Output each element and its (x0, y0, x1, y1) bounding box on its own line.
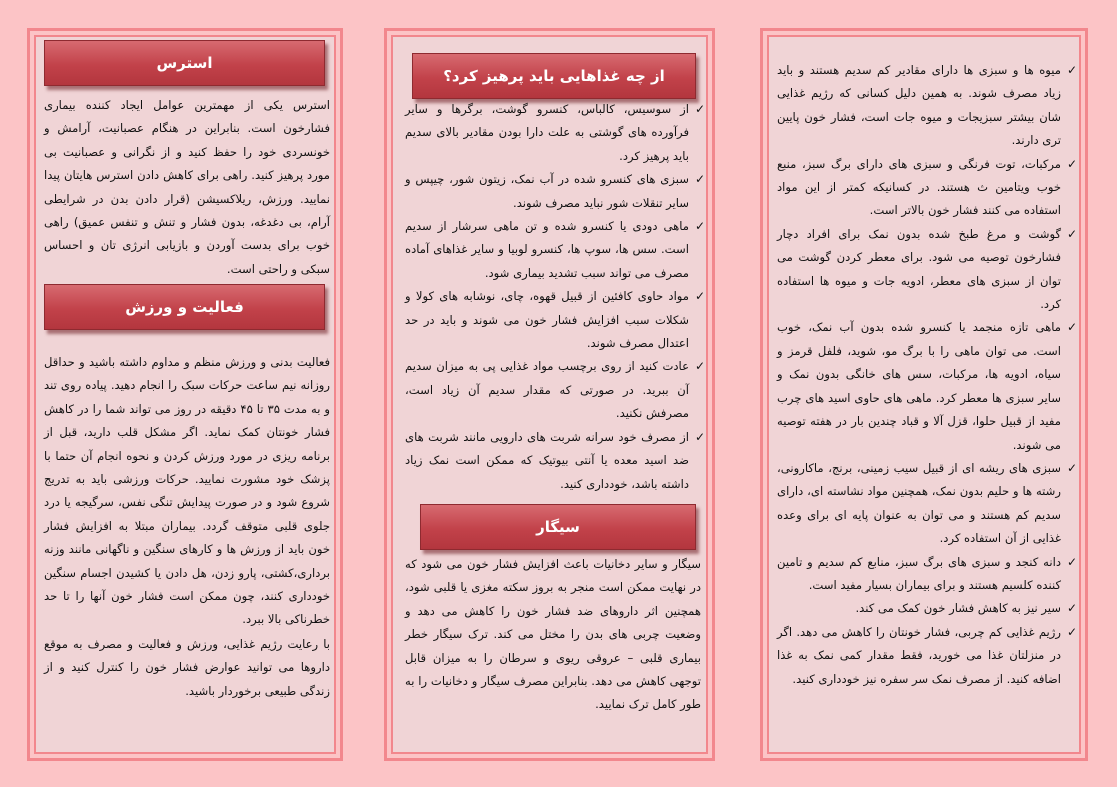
exercise-text: فعالیت بدنی و ورزش منظم و مداوم داشته باشید و حداقل روزانه نیم ساعت حرکات سبک را انجام دهید. پیاده روی تند و به مدت ۳۵ تا ۴۵ دقیقه در روز می تواند شما را در کاهش فشار خونتان کمک نماید. اگر مشکل قلب دارید، قبل از برنامه ریزی در مورد ورزش کردن و نحوه انجام آن حتما با پزشک خود مشورت نمایید. حرکات ورزشی باید به تدریج شروع شود و در صورت پیدایش تنگی نفس، سرگیجه یا درد جلوی قلبی متوقف گردد. بیماران مبتلا به افزایش فشار خون باید از ورزش ها و کارهای سنگین و ناگهانی مانند وزنه برداری،کشتی، پارو زدن، هل دادن یا کشیدن اجسام سنگین خودداری کنند، چون ممکن است فشار خون آنها را تا حد خطرناکی بالا ببرد. (44, 355, 330, 627)
check-icon: ✓ (1066, 320, 1077, 335)
stress-text: استرس یکی از مهمترین عوامل ایجاد کننده بیماری فشارخون است. بنابراین در هنگام عصبانیت، آرامش و خونسردی خود را حفظ کنید و از نگرانی و عصبانیت بی مورد پرهیز کنید. راهی برای کاهش دادن استرس هایتان پیدا نمایید. ورزش، ریلاکسیشن (قرار دادن بدن در شرایطی آرام، بی دغدغه، بدون فشار و تنش و تنفس عمیق) راهی خوب برای بدست آوردن و بازیابی انرژی تان و احساس سبکی و راحتی است. (44, 98, 330, 276)
exercise-title: فعالیت و ورزش (125, 298, 244, 316)
list-item (405, 355, 705, 425)
check-icon: ✓ (1066, 226, 1077, 241)
exercise-conclusion: با رعایت رژیم غذایی، ورزش و فعالیت و مصرف به موقع داروها می توانید عوارض فشار خون را کنترل کنید و از زندگی طبیعی برخوردار باشید. (44, 637, 330, 698)
list-item-text: مواد حاوی کافئین از قبیل قهوه، چای، نوشابه های کولا و شکلات سبب افزایش فشار خون می شوند و باید در حد اعتدال مصرف شوند. (405, 289, 689, 351)
list-item (405, 215, 705, 285)
stress-header (44, 40, 325, 86)
list-item-text: از سوسیس، کالباس، کنسرو گوشت، برگرها و سایر فرآورده های گوشتی به علت دارا بودن مقادیر بالای سدیم باید پرهیز کرد. (405, 102, 689, 163)
check-icon: ✓ (694, 172, 705, 187)
recommended-foods-list (777, 59, 1077, 691)
smoking-text: سیگار و سایر دخانیات باعث افزایش فشار خون می شود که در نهایت ممکن است منجر به بروز سکته مغزی یا قلبی شود، همچنین اثر داروهای ضد فشار خون را کاهش می دهد و وضعیت چربی های بدن را مختل می کند. ترک سیگار خطر بیماری قلبی – عروقی ریوی و سرطان را به میزان قابل توجهی کاهش می دهد. بنابراین مصرف سیگار و دخانیات را به طور کامل ترک نمایید. (405, 557, 701, 712)
list-item (405, 168, 705, 215)
list-item-text: سبزی های ریشه ای از قبیل سیب زمینی، برنج، ماکارونی، رشته ها و حلیم بدون نمک، همچنین مواد نشاسته ای، دارای سدیم کم هستند و می توان به عنوان پایه ای برای وعده غذایی از آن استفاده کرد. (777, 460, 1061, 546)
list-item (777, 551, 1077, 598)
check-icon: ✓ (694, 429, 705, 444)
stress-title: استرس (156, 54, 213, 72)
list-item-text: عادت کنید از روی برچسب مواد غذایی پی به میزان سدیم آن ببرید. در صورتی که مقدار سدیم آن زیاد است، مصرفش نکنید. (405, 359, 689, 421)
avoid-foods-header (412, 53, 696, 99)
check-icon: ✓ (1066, 156, 1077, 171)
list-item (777, 59, 1077, 153)
list-item (777, 223, 1077, 317)
list-item-text: مرکبات، توت فرنگی و سبزی های دارای برگ سبز، منبع خوب ویتامین ث هستند. در کسانیکه کمتر از این مواد استفاده می کنند فشار خون بالاتر است. (777, 156, 1061, 218)
list-item (777, 621, 1077, 691)
list-item-text: رژیم غذایی کم چربی، فشار خونتان را کاهش می دهد. اگر در منزلتان غذا می خورید، فقط مقدار کمی نمک به غذا اضافه کنید. از مصرف نمک سر سفره نیز خودداری کنید. (777, 624, 1061, 686)
avoid-foods-list (405, 98, 705, 496)
list-item (777, 316, 1077, 456)
check-icon: ✓ (1066, 624, 1077, 639)
list-item (405, 426, 705, 496)
smoking-header (420, 504, 696, 550)
list-item-text: از مصرف خود سرانه شربت های دارویی مانند شربت های ضد اسید معده یا آنتی بیوتیک که ممکن است نمک زیاد داشته باشد، خودداری کنید. (405, 429, 689, 491)
panel-right (760, 28, 1088, 761)
check-icon: ✓ (1066, 601, 1077, 616)
panel-left (27, 28, 343, 761)
list-item (777, 153, 1077, 223)
list-item (777, 597, 1077, 620)
list-item-text: دانه کنجد و سبزی های برگ سبز، منابع کم سدیم و تامین کننده کلسیم هستند و برای بیماران بسیار مفید است. (777, 554, 1061, 592)
exercise-header (44, 284, 325, 330)
list-item (405, 285, 705, 355)
list-item (777, 457, 1077, 551)
check-icon: ✓ (694, 219, 705, 234)
check-icon: ✓ (1066, 460, 1077, 475)
smoking-title: سیگار (536, 518, 580, 536)
check-icon: ✓ (1066, 554, 1077, 569)
check-icon: ✓ (694, 102, 705, 116)
list-item-text: ماهی دودی یا کنسرو شده و تن ماهی سرشار از سدیم است. سس ها، سوپ ها، کنسرو لوبیا و سایر غذاهای آماده مصرف می تواند سبب تشدید بیماری شود. (405, 219, 689, 280)
list-item-text: سیر نیز به کاهش فشار خون کمک می کند. (855, 601, 1061, 616)
list-item-text: ماهی تازه منجمد یا کنسرو شده بدون آب نمک، خوب است. می توان ماهی را با برگ مو، شوید، فلفل قرمز و سیاه، ادویه ها، مرکبات، سس های خانگی بدون نمک و سایر سبزی ها معطر کرد. ماهی های حاوی اسید های چرب مفید از قبیل حلوا، قزل آلا و قباد چندین بار در هفته توصیه می شوند. (777, 320, 1061, 452)
list-item-text: گوشت و مرغ طبخ شده بدون نمک برای افراد دچار فشارخون توصیه می شود. برای معطر کردن گوشت می توان از سبزی های معطر، ادویه جات و میوه ها استفاده کرد. (777, 226, 1061, 312)
list-item (405, 98, 705, 168)
list-item-text: سبزی های کنسرو شده در آب نمک، زیتون شور، چیپس و سایر تنقلات شور نباید مصرف شوند. (405, 172, 689, 210)
check-icon: ✓ (694, 289, 705, 304)
avoid-foods-title: از چه غذاهایی باید پرهیز کرد؟ (443, 67, 665, 85)
panel-middle (384, 28, 715, 761)
check-icon: ✓ (694, 359, 705, 374)
check-icon: ✓ (1066, 63, 1077, 77)
list-item-text: میوه ها و سبزی ها دارای مقادیر کم سدیم هستند و باید زیاد مصرف شوند. به همین دلیل کسانی که رژیم غذایی شان بیشتر سبزیجات و میوه جات است، فشار خون پایین تری دارند. (777, 63, 1061, 148)
